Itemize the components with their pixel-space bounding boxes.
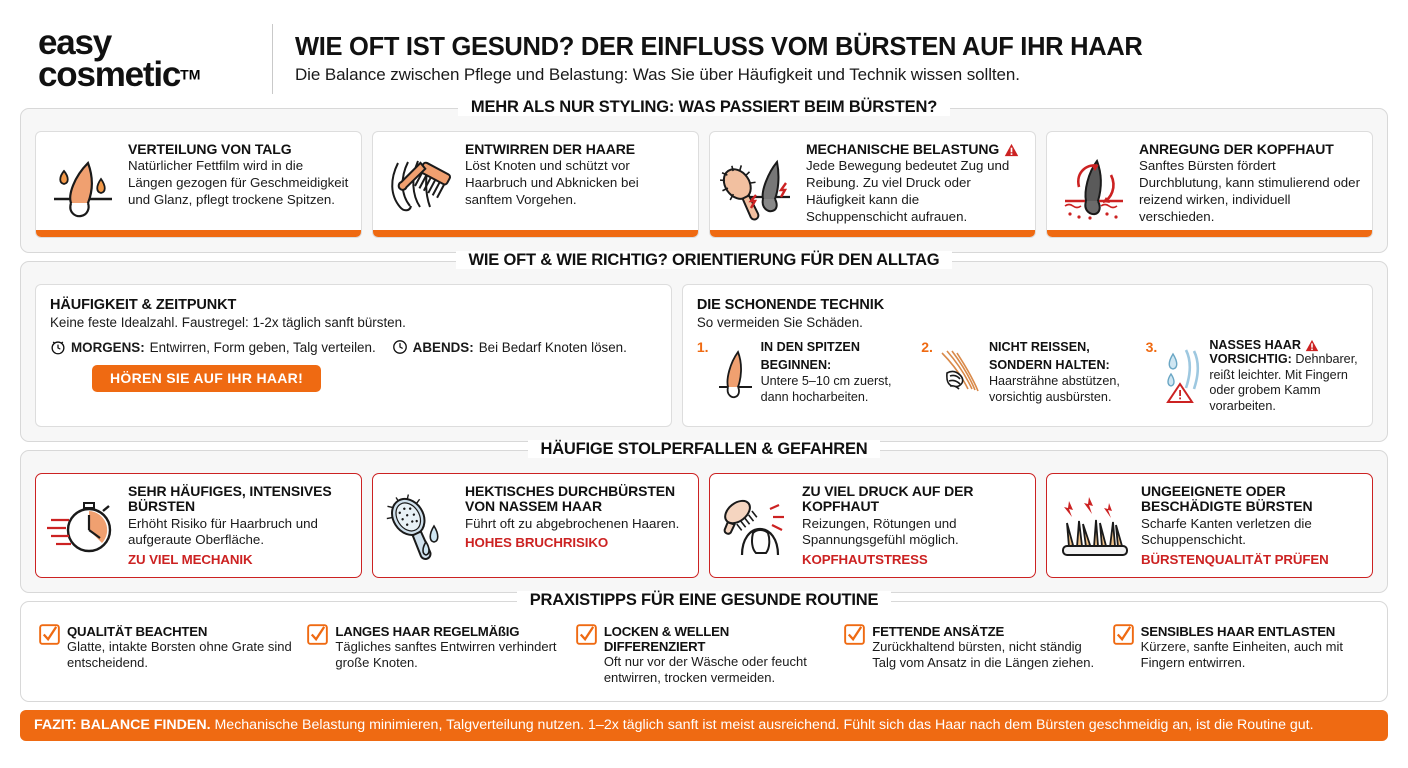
tip-body xyxy=(872,624,1100,687)
tip-text: Glatte, intakte Borsten ohne Grate sind entscheidend. xyxy=(67,639,292,671)
tip-text: Zurückhaltend bürsten, nicht ständig Talg vom Ansatz in die Längen ziehen. xyxy=(872,639,1095,671)
pitfall-card xyxy=(709,473,1036,578)
tip-body xyxy=(1141,624,1369,687)
technique-step xyxy=(1146,338,1358,414)
checkbox-icon xyxy=(39,624,60,645)
step-description xyxy=(1209,352,1358,413)
tip-body xyxy=(67,624,295,687)
benefit-card-heading xyxy=(806,142,1023,157)
pitfall-card xyxy=(1046,473,1373,578)
section-tips xyxy=(20,591,1388,702)
section-pitfalls-title-text: HÄUFIGE STOLPERFALLEN & GEFAHREN xyxy=(528,440,881,458)
section-benefits xyxy=(20,98,1388,253)
step-heading: IN DEN SPITZEN BEGINNEN: xyxy=(760,340,860,373)
brand-logo-line2: cosmetic xyxy=(38,55,181,94)
step-text-block xyxy=(1209,338,1358,414)
hair-follicle-sebum-icon xyxy=(46,142,120,237)
step-heading: NICHT REISSEN, SONDERN HALTEN: xyxy=(988,340,1110,373)
benefit-card xyxy=(35,131,362,238)
header-text xyxy=(295,33,1386,85)
tips-grid xyxy=(35,624,1373,687)
step-number: 2. xyxy=(921,339,933,356)
benefit-heading-text: ENTWIRREN DER HAARE xyxy=(465,141,635,157)
brand-logo-line1: easy xyxy=(38,22,112,62)
warning-triangle-icon xyxy=(1004,143,1019,157)
benefit-card xyxy=(372,131,699,238)
pitfall-card-body xyxy=(1141,484,1360,571)
frequency-heading: HÄUFIGKEIT & ZEITPUNKT xyxy=(50,297,237,314)
step-description-text: Dehnbarer, reißt leichter. Mit Fingern oder grobem Kamm vorarbeiten. xyxy=(1209,352,1358,413)
comb-detangle-icon xyxy=(383,142,457,237)
time-text-morning: Entwirren, Form geben, Talg verteilen. xyxy=(149,339,376,355)
time-item-evening xyxy=(392,339,627,355)
step-number: 1. xyxy=(696,339,709,356)
pitfall-card-tag: BÜRSTENQUALITÄT PRÜFEN xyxy=(1141,552,1329,568)
time-label-evening: ABENDS: xyxy=(412,339,474,355)
tip-heading: FETTENDE ANSÄTZE xyxy=(872,624,1005,640)
tip-heading: SENSIBLES HAAR ENTLASTEN xyxy=(1140,624,1336,640)
pitfall-card-tag: KOPFHAUTSTRESS xyxy=(802,552,928,568)
page-title: WIE OFT IST GESUND? DER EINFLUSS VOM BÜRSTEN AUF IHR HAAR xyxy=(295,33,1143,62)
pitfall-card-heading: UNGEEIGNETE ODER BESCHÄDIGTE BÜRSTEN xyxy=(1141,482,1313,515)
benefit-card-text: Natürlicher Fettfilm wird in die Längen gezogen für Geschmeidigkeit und Glanz, pflegt trockene Spitzen. xyxy=(128,158,349,207)
benefit-heading-text: MECHANISCHE BELASTUNG xyxy=(806,141,1000,157)
time-label-morning: MORGENS: xyxy=(71,339,145,355)
section-benefits-title-text: MEHR ALS NUR STYLING: WAS PASSIERT BEIM BÜRSTEN? xyxy=(458,98,950,116)
benefit-card-heading xyxy=(465,142,686,157)
step-number: 3. xyxy=(1145,339,1158,356)
checkbox-icon xyxy=(844,624,865,645)
time-item-morning xyxy=(50,339,376,355)
card-accent-bar xyxy=(710,230,1035,237)
tip-heading: QUALITÄT BEACHTEN xyxy=(67,624,208,640)
pitfall-card-body xyxy=(465,484,686,571)
tip-body xyxy=(604,624,832,687)
step-heading-emphasis: VORSICHTIG: xyxy=(1209,352,1292,367)
tip-heading: LANGES HAAR REGELMÄßIG xyxy=(335,624,520,640)
tip-item xyxy=(572,624,836,687)
hand-holding-strand-icon xyxy=(940,338,984,414)
section-pitfalls xyxy=(20,439,1388,593)
brand-logo xyxy=(38,22,268,94)
benefit-card-text: Löst Knoten und schützt vor Haarbruch und Abknicken bei sanftem Vorgehen. xyxy=(465,158,639,207)
benefit-card xyxy=(709,131,1036,238)
pitfall-card-text: Erhöht Risiko für Haarbruch und aufgeraute Oberfläche. xyxy=(128,515,318,548)
benefit-card xyxy=(1046,131,1373,238)
clock-icon xyxy=(392,339,408,355)
wet-brush-icon xyxy=(383,484,457,571)
section-pitfalls-title xyxy=(21,440,1387,459)
damaged-bristles-icon xyxy=(1057,484,1133,571)
tip-text: Kürzere, sanfte Einheiten, auch mit Fingern entwirren. xyxy=(1140,639,1343,671)
benefit-heading-text: VERTEILUNG VON TALG xyxy=(128,141,292,157)
technique-subtext: So vermeiden Sie Schäden. xyxy=(696,315,863,331)
technique-step xyxy=(697,338,909,414)
tip-item xyxy=(303,624,567,687)
checkbox-icon xyxy=(307,624,328,645)
pitfall-card-body xyxy=(128,484,349,571)
step-heading: NASSES HAAR xyxy=(1209,338,1301,353)
trademark-mark: TM xyxy=(180,66,201,83)
pitfall-card-tag: ZU VIEL MECHANIK xyxy=(128,552,253,568)
benefits-card-grid xyxy=(35,131,1373,238)
tip-heading: LOCKEN & WELLEN DIFFERENZIERT xyxy=(603,624,730,655)
pitfall-card-heading: ZU VIEL DRUCK AUF DER KOPFHAUT xyxy=(802,482,974,515)
benefit-heading-text: ANREGUNG DER KOPFHAUT xyxy=(1139,141,1334,157)
technique-step xyxy=(921,338,1133,414)
pitfall-card-text: Scharfe Kanten verletzen die Schuppenschicht. xyxy=(1141,515,1312,548)
pitfall-card-heading: HEKTISCHES DURCHBÜRSTEN VON NASSEM HAAR xyxy=(465,482,676,515)
hair-tip-icon xyxy=(716,338,756,414)
pitfall-card-text: Reizungen, Rötungen und Spannungsgefühl möglich. xyxy=(802,515,959,548)
tip-text: Tägliches sanftes Entwirren verhindert große Knoten. xyxy=(335,639,557,671)
section-routine xyxy=(20,251,1388,442)
routine-panels xyxy=(35,284,1373,427)
benefit-card-body xyxy=(1139,142,1360,237)
tip-item xyxy=(35,624,299,687)
page-header xyxy=(0,0,1408,108)
alarm-clock-icon xyxy=(50,339,66,355)
conclusion-banner xyxy=(20,710,1388,741)
technique-heading: DIE SCHONENDE TECHNIK xyxy=(696,297,885,314)
pitfall-card-heading: SEHR HÄUFIGES, INTENSIVES BÜRSTEN xyxy=(128,482,332,515)
frequency-panel xyxy=(35,284,672,427)
benefit-card-heading xyxy=(128,142,349,157)
section-tips-title xyxy=(21,591,1387,610)
pitfall-card-tag: HOHES BRUCHRISIKO xyxy=(465,535,609,551)
warning-triangle-icon xyxy=(1305,339,1319,352)
checkbox-icon xyxy=(1113,624,1134,645)
step-text-block xyxy=(989,338,1134,414)
tip-item xyxy=(840,624,1104,687)
benefit-card-text: Sanftes Bürsten fördert Durchblutung, kann stimulierend oder reizend wirken, individuell verschieden. xyxy=(1139,158,1361,224)
pitfall-card-text: Führt oft zu abgebrochenen Haaren. xyxy=(465,515,680,531)
frequency-subtext: Keine feste Idealzahl. Faustregel: 1-2x täglich sanft bürsten. xyxy=(50,315,406,331)
header-divider xyxy=(272,24,273,94)
tip-body xyxy=(335,624,563,687)
scalp-pressure-icon xyxy=(720,484,794,571)
tip-text: Oft nur vor der Wäsche oder feucht entwirren, trocken vermeiden. xyxy=(603,654,807,686)
step-heading-row xyxy=(1209,338,1358,352)
technique-panel xyxy=(682,284,1373,427)
step-text-block xyxy=(761,338,910,414)
page-subtitle: Die Balance zwischen Pflege und Belastung: Was Sie über Häufigkeit und Technik wissen sollten. xyxy=(295,64,1020,84)
benefit-card-body xyxy=(465,142,686,237)
conclusion-lead: FAZIT: BALANCE FINDEN. xyxy=(34,716,211,733)
step-description: Untere 5–10 cm zuerst, dann hocharbeiten. xyxy=(760,374,892,404)
wet-hair-icon xyxy=(1164,338,1204,414)
card-accent-bar xyxy=(373,230,698,237)
section-routine-title xyxy=(21,251,1387,270)
pitfall-card xyxy=(372,473,699,578)
step-description: Haarsträhne abstützen, vorsichtig ausbürsten. xyxy=(988,374,1120,404)
listen-to-hair-cta[interactable]: HÖREN SIE AUF IHR HAAR! xyxy=(92,365,321,392)
brush-friction-icon xyxy=(720,142,798,237)
benefit-card-text: Jede Bewegung bedeutet Zug und Reibung. Zu viel Druck oder Häufigkeit kann die Schuppenschicht aufrauen. xyxy=(806,158,1010,224)
card-accent-bar xyxy=(1047,230,1372,237)
time-text-evening: Bei Bedarf Knoten lösen. xyxy=(478,339,627,355)
section-benefits-title xyxy=(21,98,1387,117)
stopwatch-icon xyxy=(46,484,120,571)
pitfall-card xyxy=(35,473,362,578)
pitfall-card-body xyxy=(802,484,1023,571)
benefit-card-body xyxy=(128,142,349,237)
card-accent-bar xyxy=(36,230,361,237)
benefit-card-body xyxy=(806,142,1023,237)
checkbox-icon xyxy=(576,624,597,645)
scalp-circulation-icon xyxy=(1057,142,1131,237)
pitfalls-card-grid xyxy=(35,473,1373,578)
technique-steps xyxy=(697,338,1358,414)
section-routine-title-text: WIE OFT & WIE RICHTIG? ORIENTIERUNG FÜR DEN ALLTAG xyxy=(456,251,953,269)
conclusion-text: Mechanische Belastung minimieren, Talgverteilung nutzen. 1–2x täglich sanft ist meist ausreichend. Fühlt sich das Haar nach dem Bürsten geschmeidig an, ist die Routine gut. xyxy=(210,716,1314,733)
frequency-time-list xyxy=(50,339,657,355)
tip-item xyxy=(1109,624,1373,687)
benefit-card-heading xyxy=(1139,142,1360,157)
section-tips-title-text: PRAXISTIPPS FÜR EINE GESUNDE ROUTINE xyxy=(517,591,892,609)
